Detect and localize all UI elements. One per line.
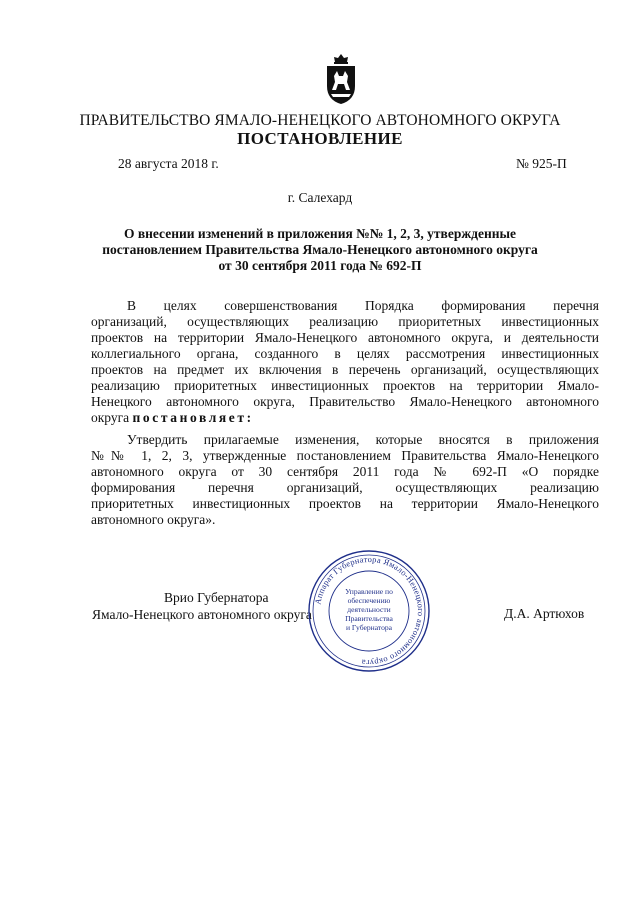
position-line: Врио Губернатора (164, 590, 269, 605)
paragraph-line: проектов на территории Ямало-Ненецкого автономного округа, и деятельности (91, 330, 599, 345)
paragraph-line: коллегиального органа, созданного в целях рассмотрения инвестиционных (91, 346, 599, 361)
stamp-ring-text: Аппарат Губернатора Ямало-Ненецкого автономного округа (313, 554, 426, 668)
coat-of-arms-icon (323, 52, 359, 106)
stamp-text-line: Правительства (345, 614, 393, 623)
signatory-name: Д.А. Артюхов (504, 606, 585, 621)
paragraph-line: автономного округа от 30 сентября 2011 года № 692-П «О порядке (91, 464, 599, 479)
stamp-text-line: обеспечению (347, 596, 391, 605)
stamp-text-line: деятельности (347, 605, 391, 614)
paragraph-line (91, 410, 599, 426)
stamp-text-line: Управление по (345, 587, 393, 596)
document-number: № 925-П (516, 156, 567, 171)
paragraph-line: В целях совершенствования Порядка формирования перечня (127, 298, 599, 313)
signatory-position (92, 589, 342, 623)
position-line: Ямало-Ненецкого автономного округа (92, 607, 312, 622)
paragraph-line: автономного округа». (91, 512, 216, 527)
paragraph-line: проектов на предмет их включения в перечень организаций, осуществляющих (91, 362, 599, 377)
organization-name: ПРАВИТЕЛЬСТВО ЯМАЛО-НЕНЕЦКОГО АВТОНОМНОГО ОКРУГА (79, 112, 561, 129)
title-line: от 30 сентября 2011 года № 692-П (218, 258, 422, 273)
document-type: ПОСТАНОВЛЕНИЕ (237, 129, 403, 148)
paragraph-line: Утвердить прилагаемые изменения, которые вносятся в приложения (127, 432, 599, 447)
paragraph-line: реализацию приоритетных инвестиционных проектов на территории Ямало- (91, 378, 599, 393)
preamble-paragraph (91, 298, 599, 426)
resolution-paragraph (91, 432, 599, 528)
paragraph-line: Ненецкого автономного округа, Правительство Ямало-Ненецкого автономного (91, 394, 599, 409)
paragraph-line: формирования перечня организаций, осуществляющих реализацию (91, 480, 599, 495)
stamp-text-line: и Губернатора (345, 623, 393, 632)
official-stamp (306, 548, 432, 674)
paragraph-line: организаций, осуществляющих реализацию приоритетных инвестиционных (91, 314, 599, 329)
paragraph-text: округа (91, 410, 130, 425)
resolves-word: постановляет: (132, 410, 254, 425)
paragraph-line: приоритетных инвестиционных проектов на территории Ямало-Ненецкого (91, 496, 599, 511)
document-city: г. Салехард (287, 190, 353, 205)
document-title (80, 226, 560, 274)
title-line: постановлением Правительства Ямало-Ненецкого автономного округа (102, 242, 538, 257)
paragraph-line: №№ 1, 2, 3, утвержденные постановлением Правительства Ямало-Ненецкого (91, 448, 599, 463)
document-date: 28 августа 2018 г. (118, 156, 219, 171)
title-line: О внесении изменений в приложения №№ 1, 2, 3, утвержденные (123, 226, 517, 241)
